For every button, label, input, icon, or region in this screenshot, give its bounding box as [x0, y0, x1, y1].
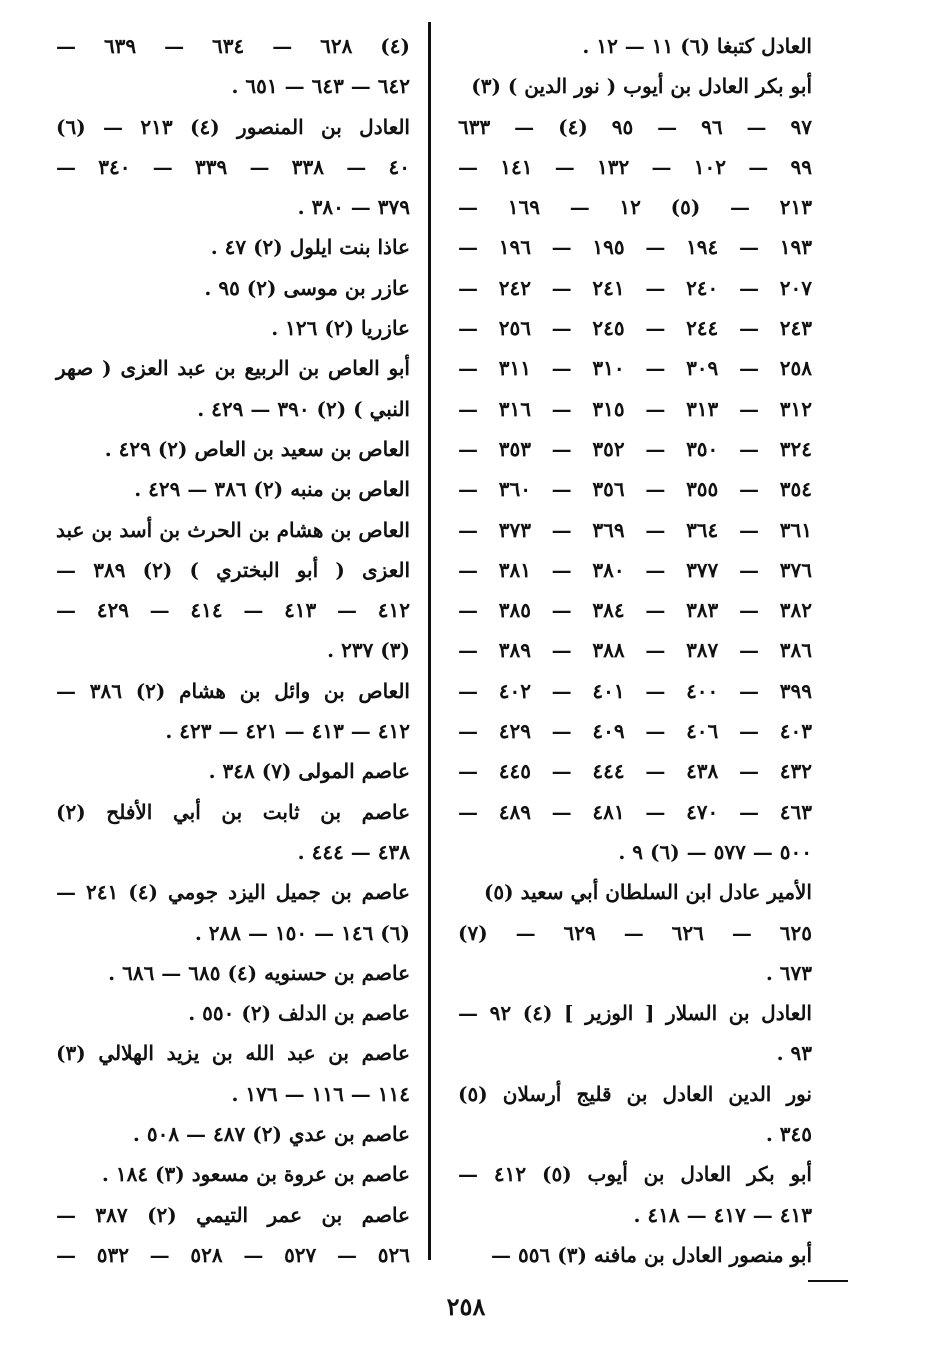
index-entry-line: عاصم بن جميل اليزد جومي (٤) ٢٤١ —	[56, 880, 410, 905]
index-entry-line: عاصم المولى (٧) ٣٤٨ .	[208, 759, 410, 784]
index-entry-line: ٦٧٣ .	[765, 960, 812, 985]
index-entry-line: أبو العاص بن الربيع بن عبد العزى ( صهر	[56, 356, 410, 381]
index-entry-line: ٢٤٣ — ٢٤٤ — ٢٤٥ — ٢٥٦ —	[458, 316, 812, 341]
index-entry-line: ٣٤٥ .	[765, 1122, 812, 1147]
index-entry-line: ٣٥٤ — ٣٥٥ — ٣٥٦ — ٣٦٠ —	[458, 477, 812, 502]
index-entry-line: عاصم بن عدي (٢) ٤٨٧ — ٥٠٨ .	[132, 1122, 410, 1147]
index-entry-line: أبو بكر العادل بن أيوب ( نور الدين ) (٣)	[471, 74, 812, 99]
index-entry-line: ٢٥٨ — ٣٠٩ — ٣١٠ — ٣١١ —	[458, 356, 812, 381]
index-entry-line: ٣٧٩ — ٣٨٠ .	[297, 195, 410, 220]
index-entry-line: ٩٧ — ٩٦ — ٩٥ (٤) — ٦٣٣	[458, 114, 812, 139]
index-entry-line: نور الدين العادل بن قليج أرسلان (٥)	[458, 1081, 812, 1106]
index-entry-line: أبو بكر العادل بن أيوب (٥) ٤١٢ —	[458, 1162, 812, 1187]
index-entry-line: عازر بن موسى (٢) ٩٥ .	[204, 275, 410, 300]
index-entry-line: عاذا بنت ايلول (٢) ٤٧ .	[210, 235, 410, 260]
page-number: ٢٥٨	[446, 1292, 486, 1321]
index-entry-line: ٩٩ — ١٠٢ — ١٣٢ — ١٤١ —	[458, 154, 812, 179]
index-entry-line: العاص بن وائل بن هشام (٢) ٣٨٦ —	[56, 678, 410, 703]
index-entry-line: عاصم بن عبد الله بن يزيد الهلالي (٣)	[56, 1041, 410, 1066]
index-entry-line: ٥٠٠ — ٥٧٧ — (٦) ٩ .	[618, 839, 812, 864]
index-entry-line: الأمير عادل ابن السلطان أبي سعيد (٥)	[483, 880, 812, 905]
index-entry-line: ٣٨٢ — ٣٨٣ — ٣٨٤ — ٣٨٥ —	[458, 598, 812, 623]
index-entry-line: العاص بن سعيد بن العاص (٢) ٤٢٩ .	[104, 436, 410, 461]
index-entry-line: (٦) ١٤٦ — ١٥٠ — ٢٨٨ .	[194, 920, 410, 945]
index-entry-line: العادل كتبغا (٦) ١١ — ١٢ .	[582, 34, 812, 58]
index-entry-line: العادل بن السلار [ الوزير ] (٤) ٩٢ —	[458, 1001, 812, 1026]
left-index-column	[56, 26, 410, 1275]
index-entry-line: ٣٢٤ — ٣٥٠ — ٣٥٢ — ٣٥٣ —	[458, 436, 812, 461]
index-entry-line: ٣٧٦ — ٣٧٧ — ٣٨٠ — ٣٨١ —	[458, 557, 812, 582]
index-entry-line: ٣٩٩ — ٤٠٠ — ٤٠١ — ٤٠٢ —	[458, 678, 812, 703]
index-entry-line: ٤٦٣ — ٤٧٠ — ٤٨١ — ٤٨٩ —	[458, 799, 812, 824]
index-entry-line: النبي ) (٢) ٣٩٠ — ٤٢٩ .	[197, 396, 410, 421]
index-entry-line: ٥٢٦ — ٥٢٧ — ٥٢٨ — ٥٣٢ —	[56, 1242, 410, 1267]
index-entry-line: ٤١٢ — ٤١٣ — ٤٢١ — ٤٢٣ .	[165, 719, 410, 744]
index-entry-line: العاص بن هشام بن الحرث بن أسد بن عبد	[56, 517, 410, 542]
index-entry-line: ٢٠٧ — ٢٤٠ — ٢٤١ — ٢٤٢ —	[458, 275, 812, 300]
index-entry-line: ٤٣٨ — ٤٤٤ .	[297, 839, 410, 864]
index-entry-line: ١٩٣ — ١٩٤ — ١٩٥ — ١٩٦ —	[458, 235, 812, 260]
index-entry-line: ٤١٢ — ٤١٣ — ٤١٤ — ٤٢٩ —	[56, 598, 410, 623]
index-entry-line: (٤) ٦٢٨ — ٦٣٤ — ٦٣٩ —	[56, 34, 410, 58]
index-entry-line: ٤٠ — ٣٣٨ — ٣٣٩ — ٣٤٠ —	[56, 154, 410, 179]
index-entry-line: ٤٠٣ — ٤٠٦ — ٤٠٩ — ٤٢٩ —	[458, 719, 812, 744]
index-entry-line: العادل بن المنصور (٤) ٢١٣ — (٦)	[56, 114, 410, 139]
index-entry-line: العاص بن منبه (٢) ٣٨٦ — ٤٢٩ .	[134, 477, 410, 502]
index-entry-line: ٣٨٦ — ٣٨٧ — ٣٨٨ — ٣٨٩ —	[458, 638, 812, 663]
right-index-column	[458, 26, 812, 1275]
index-entry-line: ٢١٣ — (٥) ١٢ — ١٦٩ —	[458, 195, 812, 220]
index-entry-line: ١١٤ — ١١٦ — ١٧٦ .	[231, 1081, 410, 1106]
index-entry-line: عاصم بن حسنويه (٤) ٦٨٥ — ٦٨٦ .	[108, 960, 410, 985]
index-entry-line: عاصم بن عمر التيمي (٢) ٣٨٧ —	[56, 1202, 410, 1227]
index-entry-line: ٤٣٢ — ٤٣٨ — ٤٤٤ — ٤٤٥ —	[458, 759, 812, 784]
index-entry-line: ٣١٢ — ٣١٣ — ٣١٥ — ٣١٦ —	[458, 396, 812, 421]
index-entry-line: ٣٦١ — ٣٦٤ — ٣٦٩ — ٣٧٣ —	[458, 517, 812, 542]
index-entry-line: ٦٤٢ — ٦٤٣ — ٦٥١ .	[231, 74, 410, 99]
index-entry-line: العزى ( أبو البختري ) (٢) ٣٨٩ —	[56, 557, 410, 582]
index-entry-line: ٦٢٥ — ٦٢٦ — ٦٢٩ — (٧)	[458, 920, 812, 945]
column-divider	[428, 22, 431, 1260]
index-entry-line: ٤١٣ — ٤١٧ — ٤١٨ .	[633, 1202, 812, 1227]
footnote-rule	[808, 1280, 848, 1282]
index-entry-line: عاصم بن ثابت بن أبي الأفلح (٢)	[56, 799, 410, 824]
index-entry-line: عاصم بن عروة بن مسعود (٣) ١٨٤ .	[101, 1162, 410, 1187]
index-entry-line: أبو منصور العادل بن مافنه (٣) ٥٥٦ —	[491, 1242, 812, 1267]
index-entry-line: عاصم بن الدلف (٢) ٥٥٠ .	[188, 1001, 410, 1026]
index-entry-line: عازريا (٢) ١٢٦ .	[271, 316, 410, 341]
index-entry-line: (٣) ٢٣٧ .	[327, 638, 410, 663]
index-entry-line: ٩٣ .	[776, 1041, 812, 1066]
